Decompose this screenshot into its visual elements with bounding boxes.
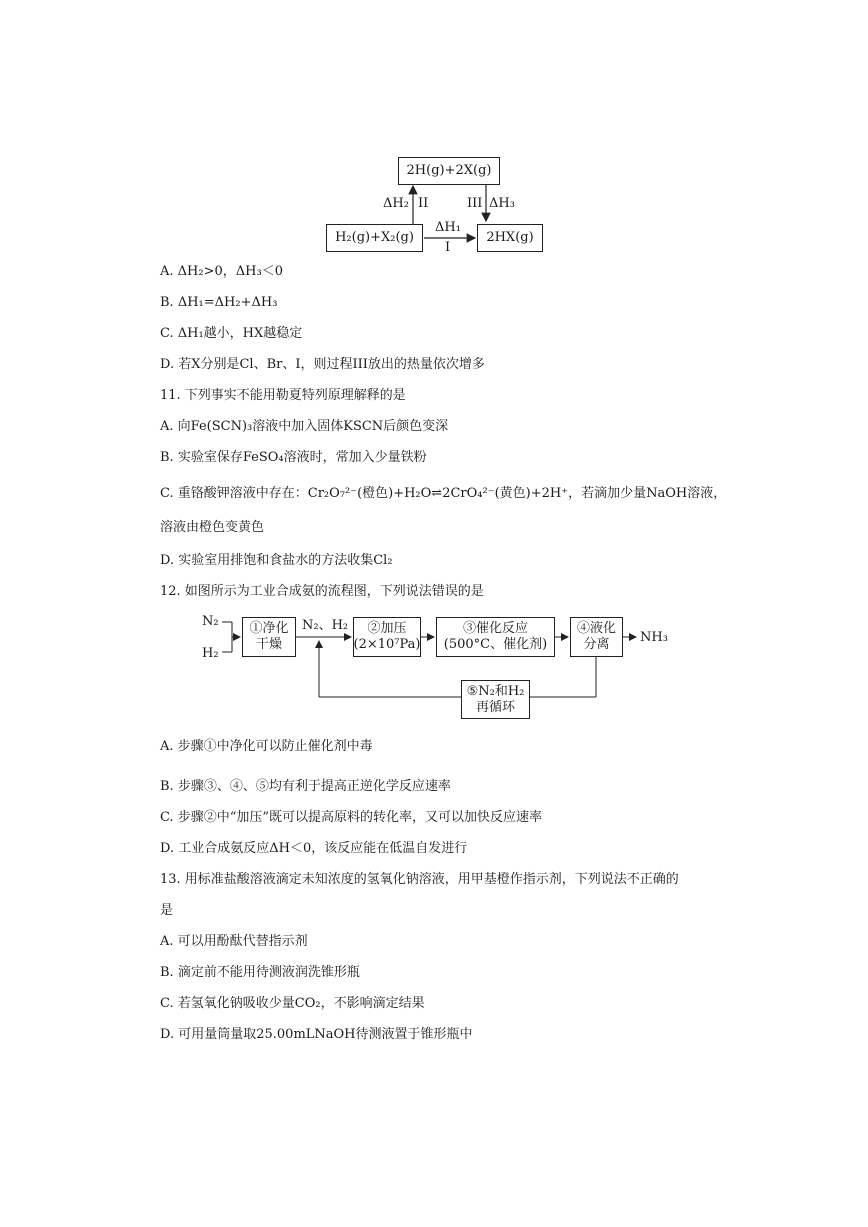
label-dh2: ΔH₂ xyxy=(383,196,409,211)
flow-box-catalysis-l1: ③催化反应 xyxy=(462,621,528,636)
q10-option-d: D. 若X分别是Cl、Br、I，则过程III放出的热量依次增多 xyxy=(160,357,485,372)
label-dh3: ΔH₃ xyxy=(489,196,515,211)
state-box-reactants: H₂(g)+X₂(g) xyxy=(326,224,423,252)
q11-option-c: C. 重铬酸钾溶液中存在：Cr₂O₇²⁻(橙色)+H₂O⇌2CrO₄²⁻(黄色)+2H⁺，若滴加少量NaOH溶液， xyxy=(160,486,727,501)
q13-option-b: B. 滴定前不能用待测液润洗锥形瓶 xyxy=(160,965,360,980)
q12-option-c: C. 步骤②中“加压”既可以提高原料的转化率，又可以加快反应速率 xyxy=(160,810,543,825)
state-box-atoms: 2H(g)+2X(g) xyxy=(398,157,500,185)
flow-box-liquefy xyxy=(570,617,623,657)
flow-box-recycle-l1: ⑤N₂和H₂ xyxy=(466,683,525,699)
flow-box-catalysis-l2: (500°C、催化剂) xyxy=(443,637,548,652)
flow-box-purify xyxy=(242,617,296,657)
q11-option-b: B. 实验室保存FeSO₄溶液时，常加入少量铁粉 xyxy=(160,450,427,465)
q10-option-a: A. ΔH₂>0，ΔH₃＜0 xyxy=(160,264,283,279)
q11-stem: 11. 下列事实不能用勒夏特列原理解释的是 xyxy=(160,388,406,403)
q12-option-a: A. 步骤①中净化可以防止催化剂中毒 xyxy=(160,739,373,754)
label-roman-1: I xyxy=(445,240,451,255)
q12-stem: 12. 如图所示为工业合成氨的流程图，下列说法错误的是 xyxy=(160,584,484,599)
q13-stem: 13. 用标准盐酸溶液滴定未知浓度的氢氧化钠溶液，用甲基橙作指示剂，下列说法不正确的 xyxy=(160,872,679,887)
q10-option-c: C. ΔH₁越小，HX越稳定 xyxy=(160,326,303,341)
q13-option-c: C. 若氢氧化钠吸收少量CO₂，不影响滴定结果 xyxy=(160,996,425,1011)
flow-box-pressurize xyxy=(353,617,421,657)
flow-box-pressurize-l2: (2×10⁷Pa) xyxy=(353,637,421,652)
q11-option-d: D. 实验室用排饱和食盐水的方法收集Cl₂ xyxy=(160,553,393,568)
flow-box-catalysis xyxy=(436,617,555,657)
flow-box-purify-l2: 干燥 xyxy=(255,637,282,652)
q10-option-b: B. ΔH₁=ΔH₂+ΔH₃ xyxy=(160,295,278,310)
q12-option-b: B. 步骤③、④、⑤均有利于提高正逆化学反应速率 xyxy=(160,779,451,794)
flow-box-liquefy-l1: ④液化 xyxy=(576,621,616,636)
state-box-product: 2HX(g) xyxy=(477,224,543,252)
q11-option-a: A. 向Fe(SCN)₃溶液中加入固体KSCN后颜色变深 xyxy=(160,419,449,434)
flow-nh3: NH₃ xyxy=(640,630,668,645)
q13-option-d: D. 可用量筒量取25.00mLNaOH待测液置于锥形瓶中 xyxy=(160,1027,473,1042)
label-dh1: ΔH₁ xyxy=(435,220,461,235)
flow-box-liquefy-l2: 分离 xyxy=(583,637,610,652)
flow-mid-label: N₂、H₂ xyxy=(302,618,349,633)
flow-n2: N₂ xyxy=(202,614,219,629)
flow-box-pressurize-l1: ②加压 xyxy=(367,621,407,636)
flow-box-purify-l1: ①净化 xyxy=(249,621,289,636)
q12-option-d: D. 工业合成氨反应ΔH＜0，该反应能在低温自发进行 xyxy=(160,841,468,856)
label-roman-2: II xyxy=(418,196,429,211)
q13-option-a: A. 可以用酚酞代替指示剂 xyxy=(160,934,308,949)
label-roman-3: III xyxy=(467,196,483,211)
flow-box-recycle xyxy=(461,680,530,719)
flow-box-recycle-l2: 再循环 xyxy=(475,699,515,715)
flow-h2: H₂ xyxy=(202,646,219,661)
q11-option-c-cont: 溶液由橙色变黄色 xyxy=(160,520,265,535)
q13-stem-cont: 是 xyxy=(160,903,174,918)
